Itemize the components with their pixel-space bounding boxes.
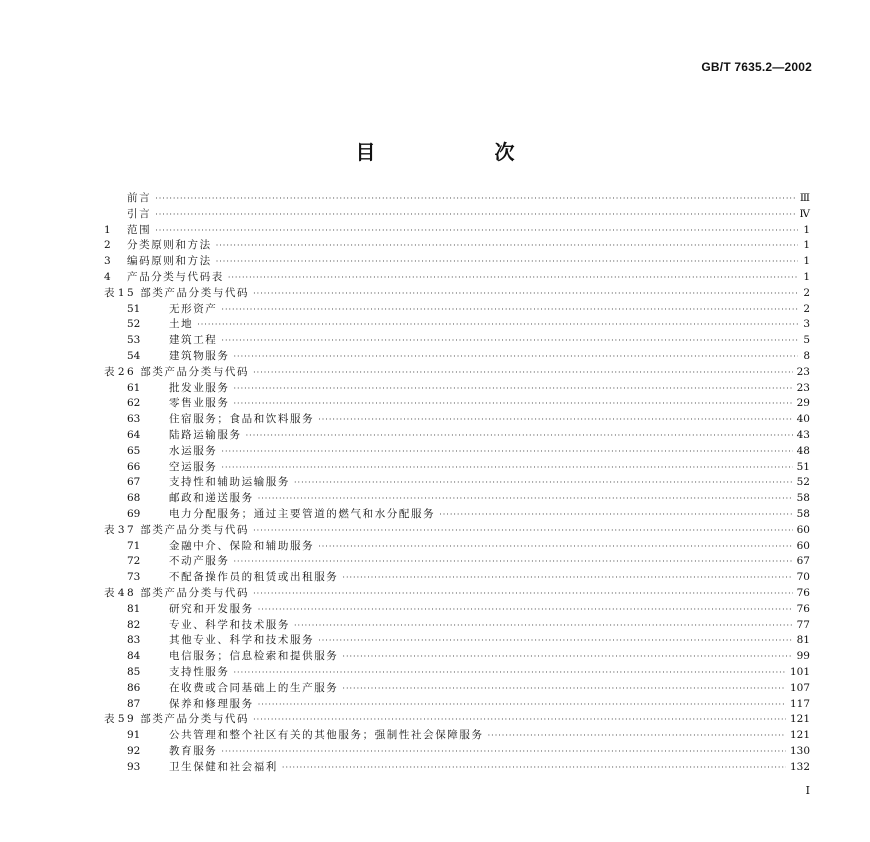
toc-entry-page: 101	[789, 665, 810, 678]
toc-entry-page: 29	[796, 397, 810, 410]
toc-entry[interactable]	[104, 333, 810, 349]
toc-entry-title: 研究和开发服务	[169, 602, 254, 615]
toc-entry[interactable]	[104, 744, 810, 760]
toc-entry-page: 60	[796, 523, 810, 536]
toc-entry-number: 69	[127, 507, 141, 520]
toc-entry-number: 表 5	[104, 713, 125, 726]
toc-entry[interactable]	[104, 191, 810, 207]
dot-leader	[258, 697, 786, 713]
toc-entry-page: 67	[796, 555, 810, 568]
dot-leader	[221, 460, 792, 476]
toc-entry-number: 65	[127, 444, 141, 457]
toc-entry[interactable]	[104, 381, 810, 397]
toc-entry-page: 77	[796, 618, 810, 631]
toc-entry-number: 52	[127, 318, 141, 331]
toc-entry-title: 在收费或合同基础上的生产服务	[169, 681, 339, 694]
dot-leader	[216, 238, 798, 254]
toc-entry-title: 7 部类产品分类与代码	[127, 523, 250, 536]
toc-entry[interactable]	[104, 238, 810, 254]
toc-entry-title: 8 部类产品分类与代码	[127, 586, 250, 599]
toc-entry[interactable]	[104, 539, 810, 555]
toc-entry-title: 编码原则和方法	[127, 255, 212, 268]
toc-entry[interactable]	[104, 586, 810, 602]
toc-entry-page: 23	[796, 365, 810, 378]
dot-leader	[246, 428, 793, 444]
dot-leader	[234, 381, 793, 397]
toc-entry-title: 水运服务	[169, 444, 218, 457]
toc-entry-number: 66	[127, 460, 141, 473]
dot-leader	[221, 744, 786, 760]
toc-entry[interactable]	[104, 223, 810, 239]
page-folio: I	[805, 784, 810, 797]
toc-entry-title: 支持性服务	[169, 665, 230, 678]
toc-entry[interactable]	[104, 365, 810, 381]
toc-entry-number: 81	[127, 602, 141, 615]
toc-entry-page: 1	[803, 223, 810, 236]
toc-entry-number: 84	[127, 650, 141, 663]
toc-entry-number: 51	[127, 302, 141, 315]
toc-entry-title: 邮政和递送服务	[169, 492, 254, 505]
dot-leader	[234, 554, 793, 570]
toc-entry[interactable]	[104, 428, 810, 444]
dot-leader	[318, 412, 792, 428]
toc-entry-title: 公共管理和整个社区有关的其他服务；强制性社会保障服务	[169, 729, 484, 742]
dot-leader	[488, 728, 786, 744]
toc-entry-title: 卫生保健和社会福利	[169, 760, 278, 773]
toc-entry[interactable]	[104, 760, 810, 776]
toc-entry-number: 3	[104, 255, 111, 268]
toc-entry-page: 1	[803, 255, 810, 268]
dot-leader	[318, 539, 792, 555]
document-code: GB/T 7635.2—2002	[701, 60, 812, 74]
toc-entry-number: 54	[127, 349, 141, 362]
toc-entry-number: 表 4	[104, 586, 125, 599]
toc-entry-title: 9 部类产品分类与代码	[127, 713, 250, 726]
toc-entry-title: 范围	[127, 223, 152, 236]
toc-entry[interactable]	[104, 317, 810, 333]
toc-entry[interactable]	[104, 254, 810, 270]
toc-entry[interactable]	[104, 633, 810, 649]
toc-entry-number: 73	[127, 571, 141, 584]
toc-entry[interactable]	[104, 444, 810, 460]
toc-entry[interactable]	[104, 412, 810, 428]
dot-leader	[342, 681, 786, 697]
toc-entry-number: 62	[127, 397, 141, 410]
toc-entry-page: 81	[796, 634, 810, 647]
toc-entry[interactable]	[104, 554, 810, 570]
toc-entry-page: 130	[789, 744, 810, 757]
toc-entry-page: 121	[789, 713, 810, 726]
dot-leader	[342, 649, 792, 665]
toc-entry-number: 61	[127, 381, 141, 394]
toc-entry-page: 70	[796, 571, 810, 584]
dot-leader	[294, 618, 793, 634]
toc-entry[interactable]	[104, 270, 810, 286]
toc-entry[interactable]	[104, 712, 810, 728]
dot-leader	[221, 333, 798, 349]
dot-leader	[258, 491, 793, 507]
toc-entry-number: 4	[104, 270, 111, 283]
toc-entry-title: 6 部类产品分类与代码	[127, 365, 250, 378]
toc-entry-page: 43	[796, 428, 810, 441]
toc-entry-number: 表 3	[104, 523, 125, 536]
toc-entry[interactable]	[104, 618, 810, 634]
toc-entry-number: 64	[127, 428, 141, 441]
toc-entry-page: 52	[796, 476, 810, 489]
dot-leader	[253, 365, 793, 381]
toc-entry-title: 分类原则和方法	[127, 239, 212, 252]
toc-entry-page: 2	[803, 302, 810, 315]
toc-entry-number: 83	[127, 634, 141, 647]
toc-entry[interactable]	[104, 665, 810, 681]
dot-leader	[155, 191, 796, 207]
toc-entry[interactable]	[104, 286, 810, 302]
toc-entry-page: 121	[789, 729, 810, 742]
toc-entry[interactable]	[104, 349, 810, 365]
toc-entry-number: 63	[127, 413, 141, 426]
dot-leader	[216, 254, 798, 270]
toc-entry[interactable]	[104, 602, 810, 618]
toc-entry-title: 保养和修理服务	[169, 697, 254, 710]
toc-entry[interactable]	[104, 507, 810, 523]
toc-entry-title: 引言	[127, 207, 152, 220]
toc-entry-page: 58	[796, 507, 810, 520]
toc-entry-page: 1	[803, 270, 810, 283]
toc-entry-title: 金融中介、保险和辅助服务	[169, 539, 315, 552]
toc-entry-number: 68	[127, 492, 141, 505]
dot-leader	[197, 317, 798, 333]
toc-entry-number: 82	[127, 618, 141, 631]
toc-entry-number: 91	[127, 729, 141, 742]
toc-entry-title: 其他专业、科学和技术服务	[169, 634, 315, 647]
toc-entry-page: 1	[803, 239, 810, 252]
toc-entry-title: 不动产服务	[169, 555, 230, 568]
toc-entry-title: 陆路运输服务	[169, 428, 242, 441]
toc-entry[interactable]	[104, 396, 810, 412]
toc-entry-title: 电力分配服务；通过主要管道的燃气和水分配服务	[169, 507, 436, 520]
toc-entry-title: 建筑工程	[169, 334, 218, 347]
toc-entry-number: 87	[127, 697, 141, 710]
toc-entry-page: 99	[796, 650, 810, 663]
toc-entry-number: 85	[127, 665, 141, 678]
toc-entry-title: 电信服务；信息检索和提供服务	[169, 650, 339, 663]
toc-entry-title: 5 部类产品分类与代码	[127, 286, 250, 299]
toc-entry[interactable]	[104, 302, 810, 318]
toc-entry-number: 67	[127, 476, 141, 489]
dot-leader	[221, 444, 792, 460]
toc-entry-number: 表 1	[104, 286, 125, 299]
toc-entry[interactable]	[104, 523, 810, 539]
toc-entry[interactable]	[104, 681, 810, 697]
dot-leader	[155, 223, 798, 239]
dot-leader	[282, 760, 786, 776]
toc-entry-page: 40	[796, 413, 810, 426]
toc-entry[interactable]	[104, 475, 810, 491]
toc-entry-page: 3	[803, 318, 810, 331]
toc-entry-title: 教育服务	[169, 744, 218, 757]
dot-leader	[253, 712, 786, 728]
toc-entry-page: 76	[796, 586, 810, 599]
dot-leader	[234, 665, 786, 681]
toc-entry-title: 空运服务	[169, 460, 218, 473]
toc-entry[interactable]	[104, 460, 810, 476]
toc-entry-title: 土地	[169, 318, 194, 331]
toc-entry-page: 51	[796, 460, 810, 473]
dot-leader	[342, 570, 792, 586]
toc-entry-number: 71	[127, 539, 141, 552]
toc-entry-page: 5	[803, 334, 810, 347]
dot-leader	[294, 475, 793, 491]
toc-entry[interactable]	[104, 491, 810, 507]
toc-entry-title: 产品分类与代码表	[127, 270, 224, 283]
toc-entry-title: 批发业服务	[169, 381, 230, 394]
dot-leader	[258, 602, 793, 618]
toc-entry-title: 不配备操作员的租赁或出租服务	[169, 571, 339, 584]
toc-entry[interactable]	[104, 649, 810, 665]
dot-leader	[253, 586, 793, 602]
toc-entry-page: 60	[796, 539, 810, 552]
toc-entry[interactable]	[104, 697, 810, 713]
toc-entry-page: 48	[796, 444, 810, 457]
dot-leader	[234, 396, 793, 412]
toc-entry-page: 58	[796, 492, 810, 505]
toc-entry-page: Ⅲ	[799, 192, 810, 204]
toc-entry[interactable]	[104, 570, 810, 586]
toc-entry-number: 72	[127, 555, 141, 568]
toc-entry-title: 专业、科学和技术服务	[169, 618, 290, 631]
toc-entry-number: 86	[127, 681, 141, 694]
toc-entry-number: 53	[127, 334, 141, 347]
toc-entry-number: 1	[104, 223, 111, 236]
toc-entry-title: 住宿服务；食品和饮料服务	[169, 413, 315, 426]
toc-entry[interactable]	[104, 207, 810, 223]
dot-leader	[234, 349, 799, 365]
page-title: 目 次	[355, 140, 571, 164]
toc-entry-page: 117	[789, 697, 810, 710]
toc-entry-title: 前言	[127, 192, 152, 204]
dot-leader	[318, 633, 792, 649]
toc-entry-page: 132	[789, 760, 810, 773]
toc-entry[interactable]	[104, 728, 810, 744]
toc-entry-page: 23	[796, 381, 810, 394]
dot-leader	[221, 302, 798, 318]
toc-entry-page: 76	[796, 602, 810, 615]
dot-leader	[253, 523, 793, 539]
dot-leader	[439, 507, 792, 523]
toc-entry-title: 零售业服务	[169, 397, 230, 410]
toc-entry-number: 2	[104, 239, 111, 252]
toc-entry-number: 93	[127, 760, 141, 773]
dot-leader	[253, 286, 798, 302]
dot-leader	[228, 270, 798, 286]
toc-entry-page: 2	[803, 286, 810, 299]
table-of-contents	[104, 191, 810, 775]
toc-entry-title: 无形资产	[169, 302, 218, 315]
toc-entry-page: 8	[803, 349, 810, 362]
toc-entry-number: 92	[127, 744, 141, 757]
toc-entry-page: 107	[789, 681, 810, 694]
toc-entry-number: 表 2	[104, 365, 125, 378]
toc-entry-page: Ⅳ	[799, 207, 810, 220]
toc-entry-title: 支持性和辅助运输服务	[169, 476, 290, 489]
toc-entry-title: 建筑物服务	[169, 349, 230, 362]
dot-leader	[155, 207, 795, 223]
